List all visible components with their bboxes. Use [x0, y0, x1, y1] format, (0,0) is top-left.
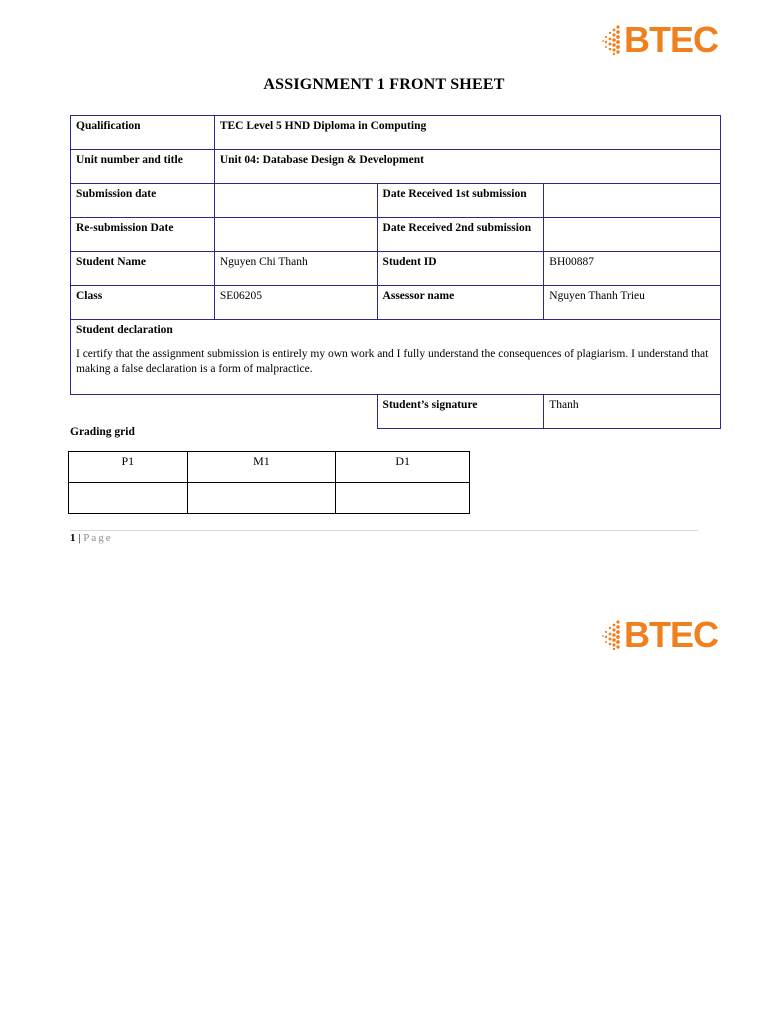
student-name-value: Nguyen Chi Thanh	[214, 252, 377, 286]
date-received-2-field[interactable]	[544, 218, 721, 252]
student-id-value: BH00887	[544, 252, 721, 286]
footer-divider	[70, 530, 698, 531]
qualification-value: TEC Level 5 HND Diploma in Computing	[214, 116, 720, 150]
table-row	[71, 286, 721, 320]
resubmission-date-label: Re-submission Date	[71, 218, 215, 252]
grading-grid-label: Grading grid	[70, 426, 135, 438]
signature-value: Thanh	[544, 395, 721, 429]
grade-header-m1: M1	[187, 452, 336, 483]
resubmission-date-field[interactable]	[214, 218, 377, 252]
declaration-text: I certify that the assignment submission is entirely my own work and I fully understand the consequences of plagiarism. I understand that making a false declaration is a form of malpractice.	[76, 348, 709, 375]
page-separator: |	[75, 532, 84, 544]
table-row	[71, 252, 721, 286]
signature-label: Student’s signature	[377, 395, 544, 429]
student-id-label: Student ID	[377, 252, 544, 286]
table-row	[69, 483, 470, 514]
table-row	[71, 184, 721, 218]
declaration-title: Student declaration	[76, 324, 173, 336]
grade-cell-d1[interactable]	[336, 483, 470, 514]
assessor-label: Assessor name	[377, 286, 544, 320]
submission-date-label: Submission date	[71, 184, 215, 218]
page-title: ASSIGNMENT 1 FRONT SHEET	[263, 76, 505, 93]
logo-text: BTEC	[624, 614, 718, 655]
date-received-1-label: Date Received 1st submission	[377, 184, 544, 218]
grade-header-p1: P1	[69, 452, 188, 483]
table-row	[71, 395, 721, 429]
page-word: Page	[83, 532, 113, 544]
grade-cell-p1[interactable]	[69, 483, 188, 514]
table-row	[71, 150, 721, 184]
class-label: Class	[71, 286, 215, 320]
table-row	[71, 218, 721, 252]
student-declaration	[71, 320, 721, 395]
grade-header-d1: D1	[336, 452, 470, 483]
dots-icon	[600, 619, 622, 651]
table-row	[71, 320, 721, 395]
date-received-2-label: Date Received 2nd submission	[377, 218, 544, 252]
unit-value: Unit 04: Database Design & Development	[214, 150, 720, 184]
class-value: SE06205	[214, 286, 377, 320]
grade-cell-m1[interactable]	[187, 483, 336, 514]
table-row	[69, 452, 470, 483]
front-sheet-table	[70, 115, 721, 429]
submission-date-field[interactable]	[214, 184, 377, 218]
date-received-1-field[interactable]	[544, 184, 721, 218]
signature-spacer	[71, 395, 378, 429]
grading-grid	[68, 451, 470, 514]
table-row	[71, 116, 721, 150]
logo-text: BTEC	[624, 19, 718, 60]
unit-label: Unit number and title	[71, 150, 215, 184]
page-number: 1	[70, 532, 76, 544]
dots-icon	[600, 24, 622, 56]
student-name-label: Student Name	[71, 252, 215, 286]
btec-logo	[600, 614, 718, 656]
page-footer	[70, 532, 113, 544]
assessor-value: Nguyen Thanh Trieu	[544, 286, 721, 320]
qualification-label: Qualification	[71, 116, 215, 150]
btec-logo	[600, 20, 718, 60]
